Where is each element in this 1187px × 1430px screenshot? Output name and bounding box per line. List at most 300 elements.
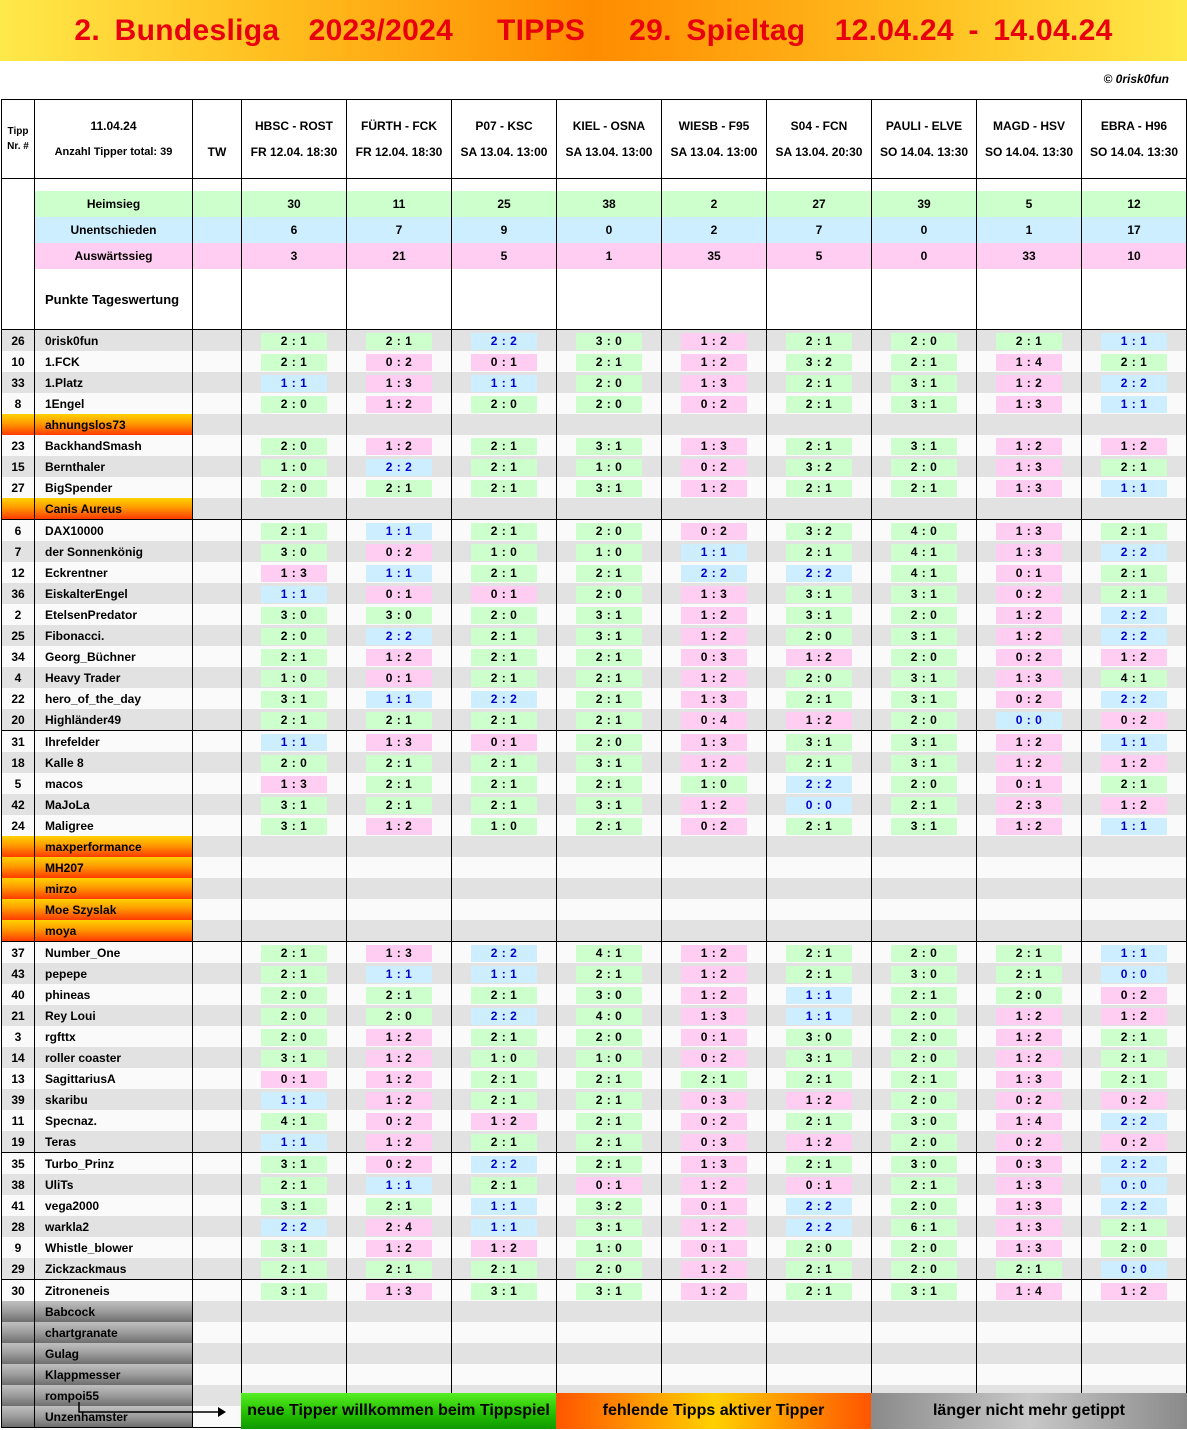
player-nr: 3 bbox=[2, 1026, 35, 1047]
tip-value: 2 : 2 bbox=[1101, 375, 1167, 392]
tip-value: 1 : 2 bbox=[786, 649, 852, 666]
tip-value: 1 : 1 bbox=[786, 987, 852, 1004]
tip-cell bbox=[767, 1068, 872, 1089]
tip-value: 2 : 2 bbox=[1101, 1113, 1167, 1130]
tip-value: 2 : 1 bbox=[1101, 776, 1167, 793]
tip-value: 2 : 1 bbox=[891, 480, 957, 497]
tip-value: 2 : 1 bbox=[261, 945, 327, 962]
tip-value: 2 : 0 bbox=[891, 1008, 957, 1025]
tip-value: 1 : 3 bbox=[681, 691, 747, 708]
tip-value: 2 : 1 bbox=[786, 966, 852, 983]
tip-value: 3 : 0 bbox=[261, 607, 327, 624]
tip-cell bbox=[1082, 1237, 1187, 1258]
tip-cell bbox=[977, 857, 1082, 878]
player-nr bbox=[2, 836, 35, 857]
tip-value: 1 : 2 bbox=[681, 755, 747, 772]
player-tw bbox=[193, 456, 242, 477]
tip-value: 0 : 1 bbox=[681, 1198, 747, 1215]
tip-value: 2 : 1 bbox=[471, 1134, 537, 1151]
tip-value: 1 : 0 bbox=[471, 544, 537, 561]
tip-value: 0 : 2 bbox=[681, 1113, 747, 1130]
player-nr: 15 bbox=[2, 456, 35, 477]
tip-cell bbox=[662, 625, 767, 646]
tip-value: 1 : 1 bbox=[366, 523, 432, 540]
tip-value: 0 : 1 bbox=[471, 586, 537, 603]
tip-value: 0 : 2 bbox=[681, 818, 747, 835]
player-nr: 42 bbox=[2, 794, 35, 815]
tip-cell bbox=[347, 1364, 452, 1385]
tip-cell bbox=[1082, 1131, 1187, 1153]
tip-cell bbox=[872, 1131, 977, 1153]
tip-value: 3 : 1 bbox=[261, 818, 327, 835]
match-teams: MAGD - HSV bbox=[993, 119, 1065, 133]
tip-cell bbox=[977, 477, 1082, 498]
tip-cell bbox=[557, 1110, 662, 1131]
tip-value: 4 : 1 bbox=[891, 544, 957, 561]
player-name: Highländer49 bbox=[35, 709, 193, 731]
tip-value: 3 : 1 bbox=[891, 734, 957, 751]
tip-value: 3 : 1 bbox=[576, 480, 642, 497]
tip-value: 1 : 2 bbox=[996, 1050, 1062, 1067]
tip-value: 1 : 3 bbox=[681, 1008, 747, 1025]
tip-value: 0 : 2 bbox=[366, 1113, 432, 1130]
tip-cell bbox=[452, 456, 557, 477]
tip-value: 2 : 2 bbox=[1101, 1156, 1167, 1173]
player-row bbox=[2, 1216, 1187, 1237]
stat-value: 38 bbox=[557, 191, 662, 217]
tip-cell bbox=[767, 625, 872, 646]
player-row bbox=[2, 709, 1187, 731]
tip-value: 3 : 1 bbox=[261, 1240, 327, 1257]
tip-cell bbox=[977, 393, 1082, 414]
tip-value: 1 : 2 bbox=[786, 1092, 852, 1109]
tip-value: 2 : 1 bbox=[366, 712, 432, 729]
player-tw bbox=[193, 1216, 242, 1237]
tip-value: 0 : 3 bbox=[681, 1134, 747, 1151]
tip-value: 0 : 2 bbox=[681, 1050, 747, 1067]
tip-value: 0 : 3 bbox=[681, 649, 747, 666]
tip-value: 0 : 0 bbox=[1101, 1177, 1167, 1194]
tip-value: 1 : 2 bbox=[1101, 755, 1167, 772]
tip-value: 3 : 1 bbox=[891, 375, 957, 392]
tip-cell bbox=[767, 498, 872, 520]
tip-cell bbox=[662, 414, 767, 435]
tip-cell bbox=[347, 583, 452, 604]
tip-cell bbox=[662, 498, 767, 520]
tip-cell bbox=[872, 562, 977, 583]
tip-cell bbox=[872, 1364, 977, 1385]
tip-cell bbox=[872, 1089, 977, 1110]
player-tw bbox=[193, 351, 242, 372]
match-time: SA 13.04. 13:00 bbox=[565, 145, 653, 159]
tip-cell bbox=[347, 372, 452, 393]
tip-cell bbox=[557, 1068, 662, 1089]
tip-value: 2 : 1 bbox=[786, 438, 852, 455]
tip-value: 3 : 1 bbox=[576, 438, 642, 455]
tip-value: 1 : 2 bbox=[786, 1134, 852, 1151]
tip-cell bbox=[1082, 541, 1187, 562]
tip-cell bbox=[452, 963, 557, 984]
tip-cell bbox=[767, 1047, 872, 1068]
tip-cell bbox=[1082, 878, 1187, 899]
tip-cell bbox=[872, 752, 977, 773]
tip-cell bbox=[347, 1089, 452, 1110]
player-nr: 8 bbox=[2, 393, 35, 414]
tip-value: 2 : 1 bbox=[576, 1156, 642, 1173]
tip-cell bbox=[662, 1258, 767, 1280]
tip-cell bbox=[767, 857, 872, 878]
tip-cell bbox=[557, 752, 662, 773]
tip-cell bbox=[872, 583, 977, 604]
tip-cell bbox=[557, 583, 662, 604]
player-nr: 11 bbox=[2, 1110, 35, 1131]
tip-value: 2 : 0 bbox=[261, 755, 327, 772]
date-header bbox=[35, 100, 193, 179]
tip-cell bbox=[347, 456, 452, 477]
player-nr bbox=[2, 1364, 35, 1385]
tip-value: 6 : 1 bbox=[891, 1219, 957, 1236]
tip-cell bbox=[872, 1216, 977, 1237]
tip-cell bbox=[872, 1047, 977, 1068]
player-row bbox=[2, 688, 1187, 709]
tip-cell bbox=[347, 1322, 452, 1343]
tip-cell bbox=[452, 1280, 557, 1302]
tip-value: 1 : 2 bbox=[681, 670, 747, 687]
tip-value: 3 : 1 bbox=[891, 586, 957, 603]
tip-value: 0 : 1 bbox=[366, 586, 432, 603]
tip-value: 1 : 1 bbox=[261, 1092, 327, 1109]
player-name: Klappmesser bbox=[35, 1364, 193, 1385]
tip-cell bbox=[452, 1301, 557, 1322]
player-name: EiskalterEngel bbox=[35, 583, 193, 604]
player-row bbox=[2, 1005, 1187, 1026]
tip-cell bbox=[662, 604, 767, 625]
tip-value: 3 : 1 bbox=[261, 797, 327, 814]
tip-cell bbox=[977, 351, 1082, 372]
tip-cell bbox=[1082, 1258, 1187, 1280]
tip-cell bbox=[662, 1174, 767, 1195]
tip-value: 2 : 0 bbox=[891, 1134, 957, 1151]
tip-value: 3 : 1 bbox=[576, 628, 642, 645]
player-row bbox=[2, 1301, 1187, 1322]
tip-value: 2 : 3 bbox=[996, 797, 1062, 814]
match-time: FR 12.04. 18:30 bbox=[355, 145, 443, 159]
bottom-cell bbox=[35, 1428, 193, 1429]
tip-cell bbox=[452, 1216, 557, 1237]
tip-value: 0 : 2 bbox=[1101, 1134, 1167, 1151]
tip-value: 2 : 2 bbox=[1101, 544, 1167, 561]
tip-cell bbox=[977, 836, 1082, 857]
tip-cell bbox=[872, 1322, 977, 1343]
player-tw bbox=[193, 731, 242, 753]
tip-value: 1 : 2 bbox=[1101, 649, 1167, 666]
tip-cell bbox=[242, 1005, 347, 1026]
punkte-cell bbox=[557, 269, 662, 330]
tip-cell bbox=[452, 414, 557, 435]
player-tw bbox=[193, 477, 242, 498]
tip-cell bbox=[977, 963, 1082, 984]
tip-cell bbox=[1082, 688, 1187, 709]
tip-cell bbox=[347, 815, 452, 836]
tip-value: 2 : 0 bbox=[891, 333, 957, 350]
player-row bbox=[2, 646, 1187, 667]
tip-value: 1 : 2 bbox=[786, 712, 852, 729]
tip-cell bbox=[557, 836, 662, 857]
tip-value: 2 : 1 bbox=[786, 396, 852, 413]
tip-cell bbox=[452, 1005, 557, 1026]
tip-cell bbox=[872, 899, 977, 920]
tip-cell bbox=[347, 773, 452, 794]
tip-cell bbox=[872, 1258, 977, 1280]
player-row bbox=[2, 625, 1187, 646]
tip-value: 1 : 2 bbox=[996, 438, 1062, 455]
player-row bbox=[2, 878, 1187, 899]
tip-cell bbox=[662, 836, 767, 857]
legend-new-label: neue Tipper willkommen beim Tippspiel bbox=[247, 1402, 550, 1419]
tip-cell bbox=[557, 667, 662, 688]
tip-value: 2 : 0 bbox=[786, 670, 852, 687]
tip-cell bbox=[452, 709, 557, 731]
tip-cell bbox=[452, 688, 557, 709]
player-name: pepepe bbox=[35, 963, 193, 984]
player-name: 1.FCK bbox=[35, 351, 193, 372]
tip-cell bbox=[872, 1153, 977, 1175]
tip-cell bbox=[557, 1258, 662, 1280]
tip-value: 1 : 2 bbox=[996, 1008, 1062, 1025]
tip-cell bbox=[557, 562, 662, 583]
player-tw bbox=[193, 583, 242, 604]
tip-cell bbox=[1082, 1068, 1187, 1089]
tip-value: 2 : 0 bbox=[891, 712, 957, 729]
tip-value: 2 : 0 bbox=[261, 396, 327, 413]
player-row bbox=[2, 1068, 1187, 1089]
tip-cell bbox=[452, 477, 557, 498]
player-name: Rey Loui bbox=[35, 1005, 193, 1026]
match-header-6 bbox=[767, 100, 872, 179]
tip-cell bbox=[977, 878, 1082, 899]
tip-cell bbox=[872, 1280, 977, 1302]
tip-cell bbox=[977, 541, 1082, 562]
tip-cell bbox=[1082, 752, 1187, 773]
tip-value: 2 : 0 bbox=[891, 1050, 957, 1067]
tip-value: 1 : 2 bbox=[366, 438, 432, 455]
tip-value: 2 : 1 bbox=[1101, 565, 1167, 582]
tip-cell bbox=[767, 1174, 872, 1195]
punkte-cell bbox=[767, 269, 872, 330]
tip-cell bbox=[767, 878, 872, 899]
tip-cell bbox=[452, 920, 557, 942]
player-tw bbox=[193, 1026, 242, 1047]
tip-cell bbox=[662, 1301, 767, 1322]
player-name: macos bbox=[35, 773, 193, 794]
player-row bbox=[2, 1280, 1187, 1302]
player-name: Eckrentner bbox=[35, 562, 193, 583]
player-tw bbox=[193, 1301, 242, 1322]
tip-cell bbox=[347, 899, 452, 920]
tip-value: 3 : 0 bbox=[786, 1029, 852, 1046]
tip-cell bbox=[242, 1174, 347, 1195]
tip-value: 1 : 2 bbox=[681, 1177, 747, 1194]
tip-cell bbox=[767, 1005, 872, 1026]
tip-cell bbox=[242, 1195, 347, 1216]
tip-cell bbox=[662, 920, 767, 942]
player-row bbox=[2, 815, 1187, 836]
stat-value: 6 bbox=[242, 217, 347, 243]
tip-cell bbox=[557, 984, 662, 1005]
tip-value: 1 : 2 bbox=[366, 818, 432, 835]
player-row bbox=[2, 942, 1187, 964]
tip-cell bbox=[872, 794, 977, 815]
tip-value: 0 : 1 bbox=[366, 670, 432, 687]
tip-cell bbox=[872, 1026, 977, 1047]
tip-cell bbox=[662, 1343, 767, 1364]
player-name: 1Engel bbox=[35, 393, 193, 414]
player-nr bbox=[2, 878, 35, 899]
tip-value: 2 : 0 bbox=[891, 1092, 957, 1109]
tip-cell bbox=[242, 857, 347, 878]
tip-value: 3 : 1 bbox=[261, 1050, 327, 1067]
tw-header bbox=[193, 100, 242, 179]
tip-value: 3 : 1 bbox=[576, 607, 642, 624]
player-row bbox=[2, 1089, 1187, 1110]
player-row bbox=[2, 773, 1187, 794]
tip-cell bbox=[1082, 477, 1187, 498]
stat-value: 2 bbox=[662, 217, 767, 243]
tip-cell bbox=[872, 498, 977, 520]
tip-value: 2 : 0 bbox=[996, 987, 1062, 1004]
tip-value: 0 : 2 bbox=[366, 354, 432, 371]
tip-value: 2 : 4 bbox=[366, 1219, 432, 1236]
tip-cell bbox=[557, 372, 662, 393]
tip-cell bbox=[872, 520, 977, 542]
tip-cell bbox=[452, 520, 557, 542]
stat-tw bbox=[193, 191, 242, 217]
tip-value: 2 : 1 bbox=[996, 1261, 1062, 1278]
tip-value: 3 : 1 bbox=[576, 1283, 642, 1300]
tip-value: 2 : 1 bbox=[366, 1261, 432, 1278]
player-nr: 21 bbox=[2, 1005, 35, 1026]
tip-value: 2 : 0 bbox=[576, 523, 642, 540]
tip-value: 2 : 1 bbox=[576, 712, 642, 729]
tip-cell bbox=[557, 520, 662, 542]
tip-value: 1 : 2 bbox=[681, 987, 747, 1004]
tip-value: 3 : 0 bbox=[576, 333, 642, 350]
player-row bbox=[2, 731, 1187, 753]
player-name: ahnungslos73 bbox=[35, 414, 193, 435]
stat-value: 33 bbox=[977, 243, 1082, 269]
tip-cell bbox=[452, 1089, 557, 1110]
match-teams: PAULI - ELVE bbox=[885, 119, 963, 133]
tip-cell bbox=[242, 815, 347, 836]
player-row bbox=[2, 1026, 1187, 1047]
tip-value: 0 : 0 bbox=[786, 797, 852, 814]
tip-value: 2 : 1 bbox=[576, 649, 642, 666]
player-tw bbox=[193, 1005, 242, 1026]
player-row bbox=[2, 498, 1187, 520]
tip-cell bbox=[452, 1258, 557, 1280]
tip-value: 1 : 0 bbox=[576, 544, 642, 561]
tip-cell bbox=[242, 1153, 347, 1175]
tip-cell bbox=[662, 583, 767, 604]
tip-value: 2 : 0 bbox=[891, 776, 957, 793]
tip-cell bbox=[1082, 414, 1187, 435]
date-label: 11.04.24 bbox=[90, 119, 137, 133]
tip-cell bbox=[347, 541, 452, 562]
match-header-8 bbox=[977, 100, 1082, 179]
tip-cell bbox=[557, 1005, 662, 1026]
tip-value: 0 : 2 bbox=[1101, 1092, 1167, 1109]
tip-value: 2 : 1 bbox=[261, 1177, 327, 1194]
tipp-label: Tipp bbox=[7, 126, 29, 137]
tip-value: 0 : 2 bbox=[681, 523, 747, 540]
tip-value: 2 : 1 bbox=[471, 670, 537, 687]
tip-cell bbox=[767, 709, 872, 731]
tip-value: 2 : 0 bbox=[786, 628, 852, 645]
player-tw bbox=[193, 646, 242, 667]
tip-value: 1 : 1 bbox=[366, 1177, 432, 1194]
player-nr: 5 bbox=[2, 773, 35, 794]
tip-cell bbox=[1082, 1174, 1187, 1195]
stat-value: 11 bbox=[347, 191, 452, 217]
tip-cell bbox=[872, 942, 977, 964]
tip-value: 2 : 0 bbox=[471, 607, 537, 624]
tip-cell bbox=[872, 1005, 977, 1026]
tip-cell bbox=[452, 1364, 557, 1385]
player-tw bbox=[193, 1131, 242, 1153]
player-row bbox=[2, 857, 1187, 878]
tip-value: 3 : 1 bbox=[786, 734, 852, 751]
tip-value: 0 : 1 bbox=[996, 776, 1062, 793]
player-name: UliTs bbox=[35, 1174, 193, 1195]
tip-cell bbox=[347, 414, 452, 435]
player-row bbox=[2, 963, 1187, 984]
tip-cell bbox=[1082, 667, 1187, 688]
tip-value: 2 : 0 bbox=[891, 1261, 957, 1278]
tip-cell bbox=[242, 731, 347, 753]
tip-cell bbox=[1082, 604, 1187, 625]
tip-value: 0 : 2 bbox=[996, 586, 1062, 603]
tip-value: 2 : 1 bbox=[996, 333, 1062, 350]
tip-cell bbox=[872, 1068, 977, 1089]
tip-cell bbox=[242, 372, 347, 393]
player-name: Bernthaler bbox=[35, 456, 193, 477]
tip-cell bbox=[557, 498, 662, 520]
player-nr: 30 bbox=[2, 1280, 35, 1302]
tip-cell bbox=[662, 1068, 767, 1089]
legend-inactive-label: länger nicht mehr getippt bbox=[932, 1402, 1125, 1419]
tip-value: 0 : 4 bbox=[681, 712, 747, 729]
tip-cell bbox=[452, 836, 557, 857]
tip-cell bbox=[557, 920, 662, 942]
tip-value: 2 : 1 bbox=[786, 691, 852, 708]
tip-cell bbox=[242, 646, 347, 667]
punkte-cell bbox=[1082, 269, 1187, 330]
tip-cell bbox=[347, 731, 452, 753]
tip-cell bbox=[557, 731, 662, 753]
nr-header bbox=[2, 100, 35, 179]
tip-value: 1 : 3 bbox=[996, 1240, 1062, 1257]
tip-cell bbox=[242, 414, 347, 435]
player-row bbox=[2, 330, 1187, 352]
player-tw bbox=[193, 963, 242, 984]
tip-cell bbox=[662, 878, 767, 899]
tip-cell bbox=[1082, 330, 1187, 352]
tip-cell bbox=[242, 1301, 347, 1322]
player-row bbox=[2, 372, 1187, 393]
tip-cell bbox=[662, 1195, 767, 1216]
player-tw bbox=[193, 752, 242, 773]
tip-cell bbox=[662, 688, 767, 709]
